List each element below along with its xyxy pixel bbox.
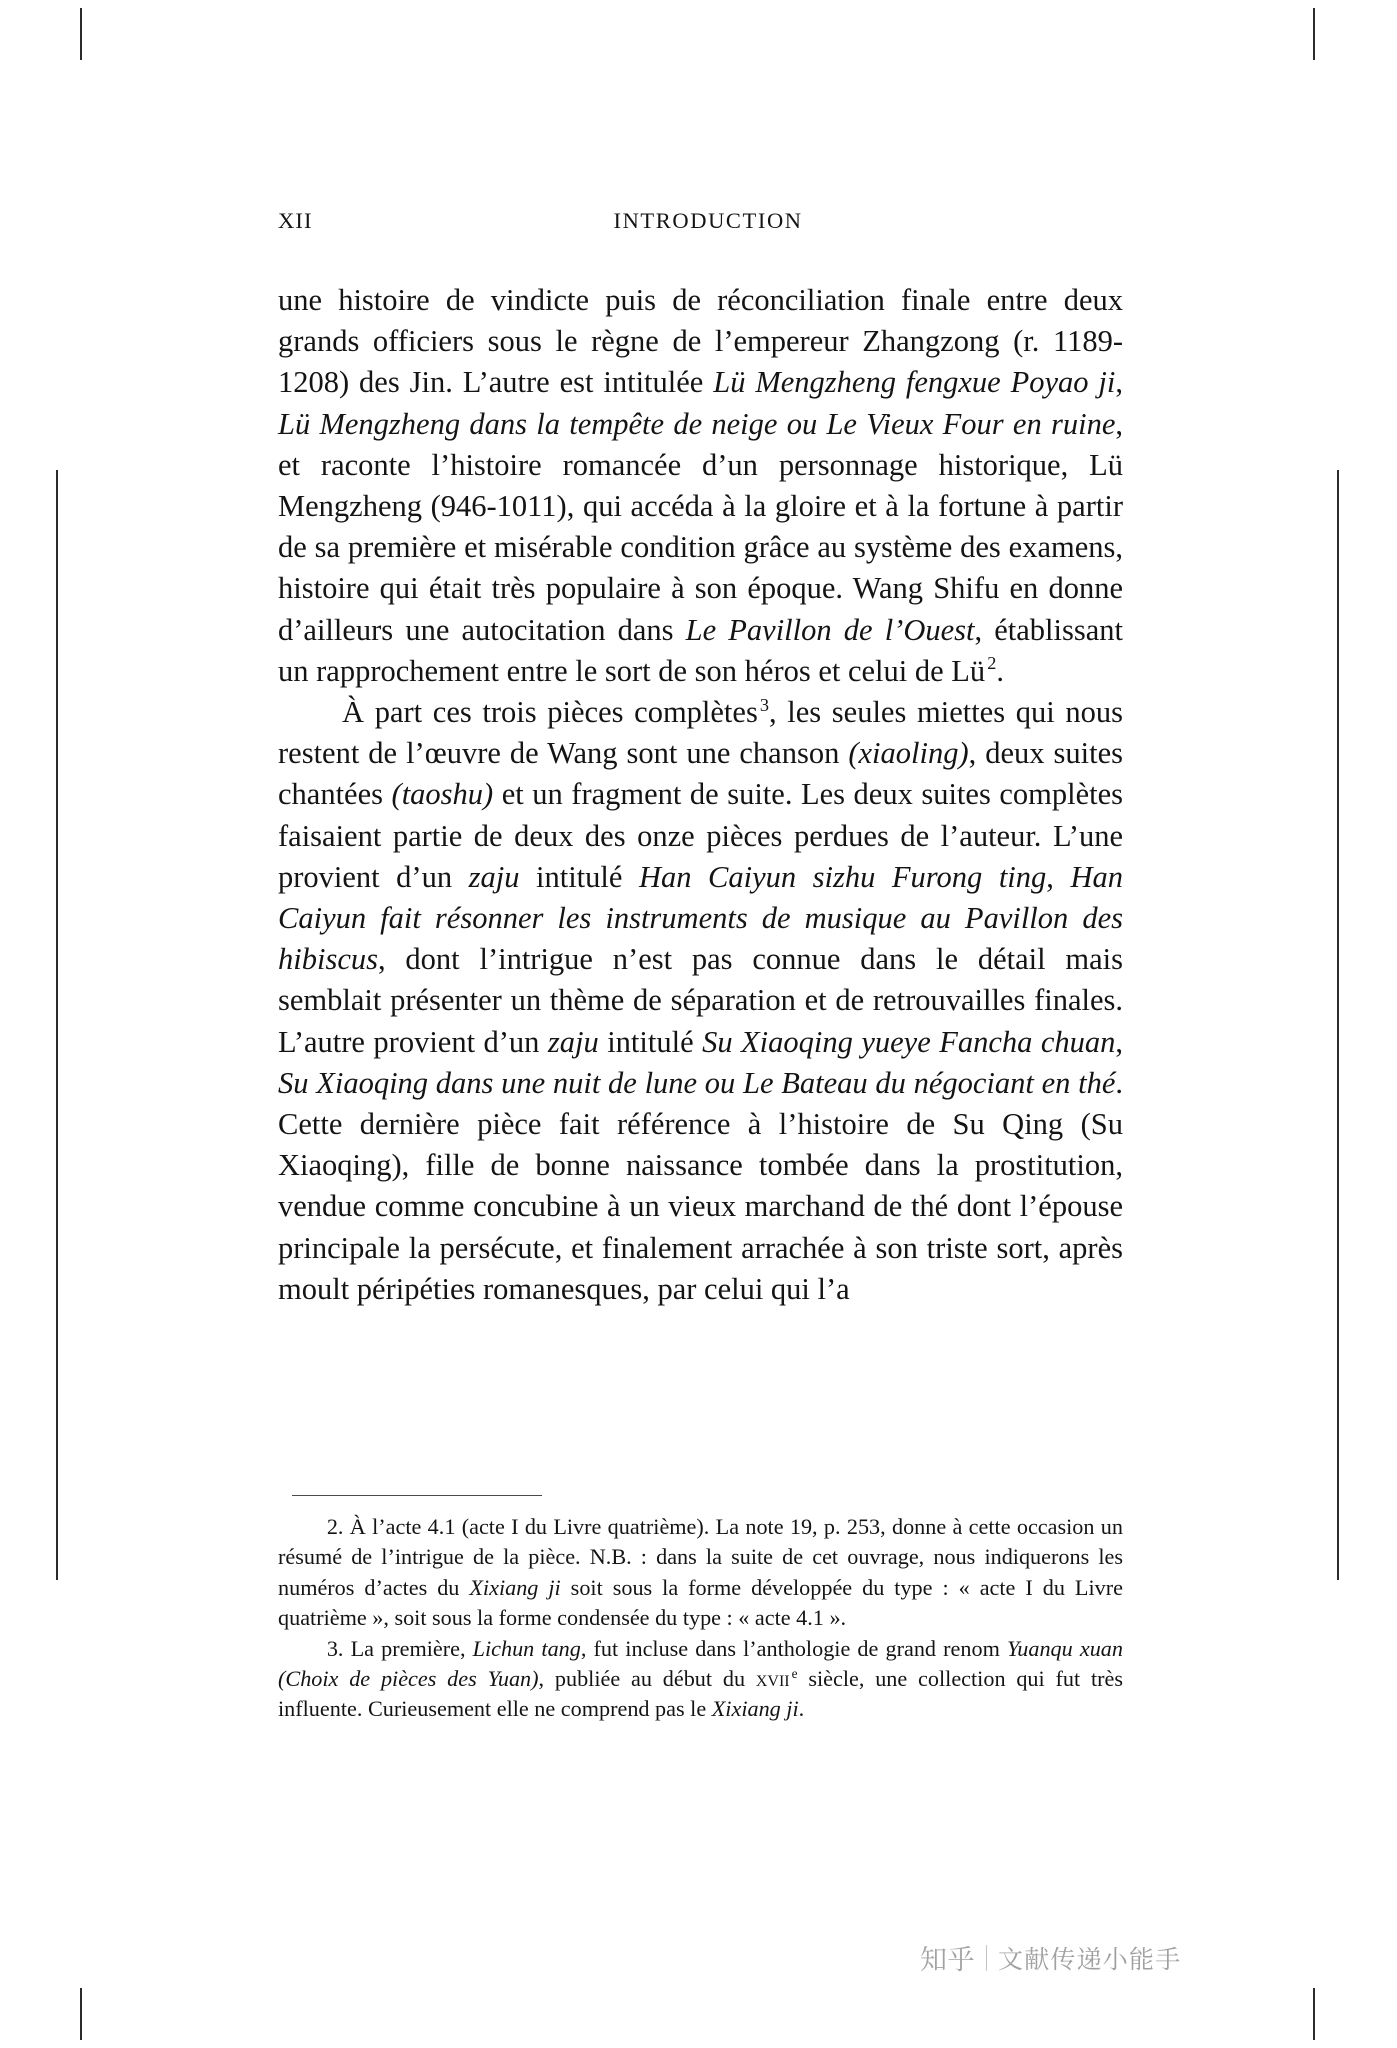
crop-mark-side-left (56, 470, 58, 1580)
watermark-divider (986, 1945, 987, 1971)
crop-mark-bottom-right (1313, 1988, 1315, 2040)
crop-mark-top-left (80, 8, 82, 60)
footnotes-section (278, 1495, 1123, 1725)
zhihu-watermark (920, 1938, 1181, 1977)
running-head-title: INTRODUCTION (613, 208, 803, 233)
footnote-2: 2. À l’acte 4.1 (acte I du Livre quatrième). La note 19, p. 253, donne à cette occasion un résumé de l’intrigue de la pièce. N.B. : dans la suite de cet ouvrage, nous indiquerons les numéros d’actes du Xixiang ji soit sous la forme développée du type : « acte I du Livre quatrième », soit sous la forme condensée du type : « acte 4.1 ». (278, 1514, 1123, 1631)
footnote-separator-rule (292, 1495, 542, 1496)
crop-mark-top-right (1313, 8, 1315, 60)
running-head (278, 208, 1123, 248)
paragraph-2: À part ces trois pièces complètes $^3$, les seules miettes qui nous restent de l’œuvre de Wang sont une chanson (xiaoling), deux suites chantées (taoshu) et un fragment de suite. Les deux suites complètes faisaient partie de deux des onze pièces perdues de l’auteur. L’une provient d’un zaju intitulé Han Caiyun sizhu Furong ting, Han Caiyun fait résonner les instruments de musique au Pavillon des hibiscus, dont l’intrigue n’est pas connue dans le détail mais semblait présenter un thème de séparation et de retrouvailles finales. L’autre provient d’un zaju intitulé Su Xiaoqing yueye Fancha chuan, Su Xiaoqing dans une nuit de lune ou Le Bateau du négociant en thé. Cette dernière pièce fait référence à l’histoire de Su Qing (Su Xiaoqing), fille de bonne naissance tombée dans la prostitution, vendue comme concubine à un vieux marchand de thé dont l’épouse principale la persécute, et finalement arrachée à son triste sort, après moult péripéties romanesques, par celui qui l’a (278, 694, 1123, 1306)
crop-mark-side-right (1337, 470, 1339, 1580)
page-number: XII (278, 208, 313, 233)
footnote-3: 3. La première, Lichun tang, fut incluse dans l’anthologie de grand renom Yuanqu xuan (Choix de pièces des Yuan), publiée au début du xvii $^e$ siècle, une collection qui fut très influente. Curieusement elle ne comprend pas le Xixiang ji. (278, 1635, 1123, 1722)
page-content (278, 208, 1123, 1310)
crop-mark-bottom-left (80, 1988, 82, 2040)
body-text (278, 280, 1123, 1310)
watermark-username: 文献传递小能手 (998, 1944, 1182, 1974)
paragraph-1: une histoire de vindicte puis de réconciliation finale entre deux grands officiers sous le règne de l’empereur Zhangzong (r. 1189-1208) des Jin. L’autre est intitulée Lü Mengzheng fengxue Poyao ji, Lü Mengzheng dans la tempête de neige ou Le Vieux Four en ruine, et raconte l’histoire romancée d’un personnage historique, Lü Mengzheng (946-1011), qui accéda à la gloire et à la fortune à partir de sa première et misérable condition grâce au système des examens, histoire qui était très populaire à son époque. Wang Shifu en donne d’ailleurs une autocitation dans Le Pavillon de l’Ouest, établissant un rapprochement entre le sort de son héros et celui de Lü $^2$. (278, 283, 1123, 688)
zhihu-logo: 知乎 (920, 1945, 975, 1976)
